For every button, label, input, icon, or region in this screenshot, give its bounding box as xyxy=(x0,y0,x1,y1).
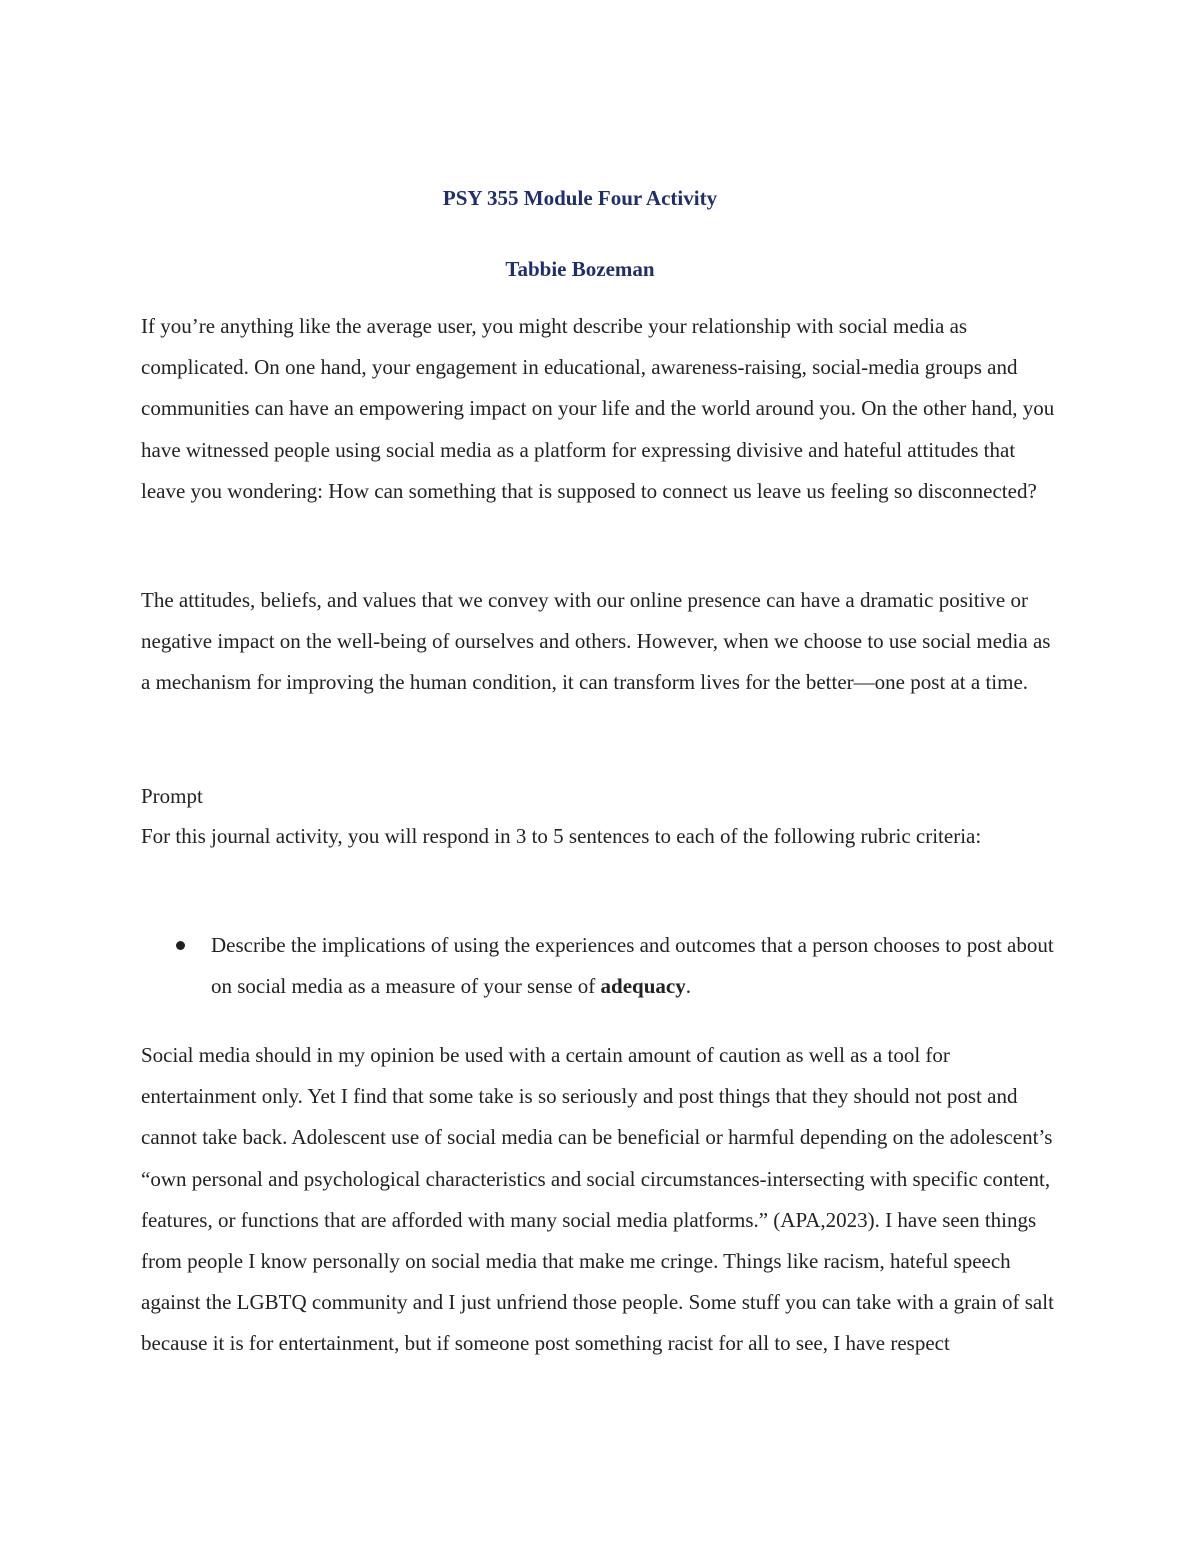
rubric-criterion-item xyxy=(141,925,1061,1007)
document-title: PSY 355 Module Four Activity xyxy=(442,186,718,210)
bullet-end: . xyxy=(685,974,691,999)
rubric-criteria-list xyxy=(141,925,1061,1007)
prompt-heading: Prompt xyxy=(141,784,203,808)
document-author: Tabbie Bozeman xyxy=(505,257,655,281)
bullet-bold-term: adequacy xyxy=(600,974,686,999)
bullet-icon xyxy=(176,941,185,950)
bullet-text: Describe the implications of using the experiences and outcomes that a person chooses to post about on social media as a measure of your sense of xyxy=(211,933,1054,999)
second-paragraph: The attitudes, beliefs, and values that we convey with our online presence can have a dramatic positive or negative impact on the well-being of ourselves and others. However, when we choose to use social media as a mechanism for improving the human condition, it can transform lives for the better—one post at a time. xyxy=(141,588,1051,695)
intro-paragraph: If you’re anything like the average user, you might describe your relationship with social media as complicated. On one hand, your engagement in educational, awareness-raising, social-media groups and communities can have an empowering impact on your life and the world around you. On the other hand, you have witnessed people using social media as a platform for expressing divisive and hateful attitudes that leave you wondering: How can something that is supposed to connect us leave us feeling so disconnected? xyxy=(141,314,1055,503)
prompt-text: For this journal activity, you will respond in 3 to 5 sentences to each of the following rubric criteria: xyxy=(141,824,982,848)
response-paragraph: Social media should in my opinion be used with a certain amount of caution as well as a tool for entertainment only. Yet I find that some take is so seriously and post things that they should not post and cannot take back. Adolescent use of social media can be beneficial or harmful depending on the adolescent’s “own personal and psychological characteristics and social circumstances-intersecting with specific content, features, or functions that are afforded with many social media platforms.” (APA,2023). I have seen things from people I know personally on social media that make me cringe. Things like racism, hateful speech against the LGBTQ community and I just unfriend those people. Some stuff you can take with a grain of salt because it is for entertainment, but if someone post something racist for all to see, I have respect xyxy=(141,1043,1054,1356)
